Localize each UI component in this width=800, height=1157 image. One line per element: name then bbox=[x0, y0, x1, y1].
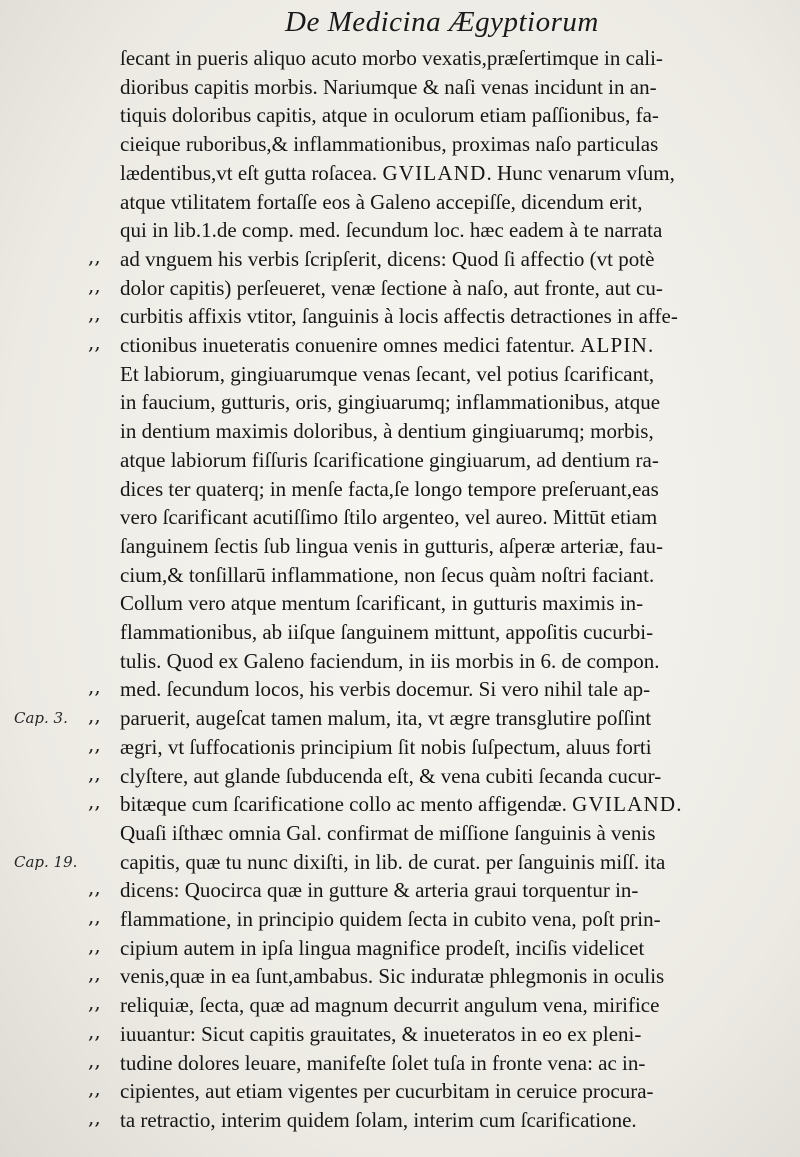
text-line bbox=[120, 215, 758, 245]
text-line bbox=[120, 646, 758, 676]
text-line bbox=[120, 761, 758, 791]
text-segment: cipientes, aut etiam vigentes per cucurbitam in ceruice procura- bbox=[120, 1079, 654, 1103]
text-line bbox=[120, 301, 758, 331]
text-line bbox=[120, 72, 758, 102]
text-segment: flammatione, in principio quidem ſecta in cubito vena, poſt prin- bbox=[120, 907, 661, 931]
text-segment: dices ter quaterq; in menſe facta,ſe longo tempore preſeruant,eas bbox=[120, 477, 659, 501]
quote-mark: ,, bbox=[88, 703, 101, 727]
quote-mark: ,, bbox=[88, 961, 101, 985]
text-line bbox=[120, 933, 758, 963]
quote-mark: ,, bbox=[88, 1019, 101, 1043]
quote-mark: ,, bbox=[88, 904, 101, 928]
text-segment: qui in lib.1.de comp. med. ſecundum loc. hæc eadem à te narrata bbox=[120, 218, 663, 242]
text-segment: Et labiorum, gingiuarumque venas ſecant, vel potius ſcarificant, bbox=[120, 362, 655, 386]
text-segment: cieique ruboribus,& inflammationibus, proximas naſo particulas bbox=[120, 132, 659, 156]
text-segment: ctionibus inueteratis conuenire omnes medici fatentur. bbox=[120, 333, 581, 357]
text-line bbox=[120, 330, 758, 360]
text-line bbox=[120, 43, 758, 73]
quote-mark: ,, bbox=[88, 990, 101, 1014]
text-segment: cipium autem in ipſa lingua magnifice prodeſt, inciſis videlicet bbox=[120, 936, 645, 960]
text-line bbox=[120, 129, 758, 159]
quote-mark: ,, bbox=[88, 732, 101, 756]
text-line bbox=[120, 1076, 758, 1106]
quote-mark: ,, bbox=[88, 674, 101, 698]
text-line bbox=[120, 416, 758, 446]
text-segment: paruerit, augeſcat tamen malum, ita, vt ægre transglutire poſſint bbox=[120, 706, 652, 730]
text-line bbox=[120, 1048, 758, 1078]
text-line bbox=[120, 100, 758, 130]
text-segment: . bbox=[647, 333, 654, 357]
text-line bbox=[120, 789, 758, 819]
text-line bbox=[120, 847, 758, 877]
text-line bbox=[120, 703, 758, 733]
quote-mark: ,, bbox=[88, 273, 101, 297]
quote-mark: ,, bbox=[88, 875, 101, 899]
text-line bbox=[120, 387, 758, 417]
text-line bbox=[120, 560, 758, 590]
text-line bbox=[120, 502, 758, 532]
text-segment: ſanguinem ſectis ſub lingua venis in gutturis, aſperæ arteriæ, fau- bbox=[120, 534, 663, 558]
quote-mark: ,, bbox=[88, 1076, 101, 1100]
text-line bbox=[120, 445, 758, 475]
text-segment: tudine dolores leuare, manifeſte ſolet tuſa in fronte vena: ac in- bbox=[120, 1051, 646, 1075]
text-line bbox=[120, 961, 758, 991]
margin-note: Cap. 19. bbox=[14, 853, 78, 871]
text-segment: tiquis doloribus capitis, atque in oculorum etiam paſſionibus, fa- bbox=[120, 103, 659, 127]
text-segment: vero ſcarificant acutiſſimo ſtilo argenteo, vel aureo. Mittūt etiam bbox=[120, 505, 658, 529]
text-line bbox=[120, 273, 758, 303]
quote-mark: ,, bbox=[88, 933, 101, 957]
text-segment: curbitis affixis vtitor, ſanguinis à locis affectis detractiones in affe- bbox=[120, 304, 678, 328]
text-line bbox=[120, 1019, 758, 1049]
text-segment: dicens: Quocirca quæ in gutture & arteria graui torquentur in- bbox=[120, 878, 639, 902]
text-segment: ſecant in pueris aliquo acuto morbo vexatis,præſertimque in cali- bbox=[120, 46, 663, 70]
text-line bbox=[120, 158, 758, 188]
text-segment: . Hunc venarum vſum, bbox=[486, 161, 675, 185]
text-segment: dolor capitis) perſeueret, venæ ſectione à naſo, aut fronte, aut cu- bbox=[120, 276, 663, 300]
text-line bbox=[120, 990, 758, 1020]
text-line bbox=[120, 359, 758, 389]
text-segment: in faucium, gutturis, oris, gingiuarumq; inflammationibus, atque bbox=[120, 390, 661, 414]
text-segment: flammationibus, ab iiſque ſanguinem mittunt, appoſitis cucurbi- bbox=[120, 620, 654, 644]
text-line bbox=[120, 588, 758, 618]
text-segment: . bbox=[676, 792, 682, 816]
text-segment: tulis. Quod ex Galeno faciendum, in iis morbis in 6. de compon. bbox=[120, 649, 660, 673]
text-segment: venis,quæ in ea ſunt,ambabus. Sic induratæ phlegmonis in oculis bbox=[120, 964, 665, 988]
text-line bbox=[120, 732, 758, 762]
text-segment: bitæque cum ſcarificatione collo ac mento affigendæ. bbox=[120, 792, 573, 816]
text-line bbox=[120, 674, 758, 704]
text-segment: in dentium maximis doloribus, à dentium gingiuarumq; morbis, bbox=[120, 419, 654, 443]
speaker-name: ALPIN bbox=[580, 333, 648, 357]
text-segment: Quaſi iſthæc omnia Gal. confirmat de miſſione ſanguinis à venis bbox=[120, 821, 656, 845]
text-segment: Collum vero atque mentum ſcarificant, in gutturis maximis in- bbox=[120, 591, 644, 615]
quote-mark: ,, bbox=[88, 761, 101, 785]
text-line bbox=[120, 474, 758, 504]
text-segment: capitis, quæ tu nunc dixiſti, in lib. de curat. per ſanguinis miſſ. ita bbox=[120, 850, 666, 874]
margin-note: Cap. 3. bbox=[14, 709, 68, 727]
text-line bbox=[120, 617, 758, 647]
text-segment: clyſtere, aut glande ſubducenda eſt, & vena cubiti ſecanda cucur- bbox=[120, 764, 662, 788]
text-line bbox=[120, 904, 758, 934]
running-head: De Medicina Ægyptiorum bbox=[285, 6, 599, 38]
text-segment: ta retractio, interim quidem ſolam, interim cum ſcarificatione. bbox=[120, 1108, 637, 1132]
text-segment: med. ſecundum locos, his verbis docemur. Si vero nihil tale ap- bbox=[120, 677, 651, 701]
quote-mark: ,, bbox=[88, 789, 101, 813]
text-line bbox=[120, 531, 758, 561]
speaker-name: GVILAND bbox=[382, 161, 487, 185]
text-segment: lædentibus,vt eſt gutta roſacea. bbox=[120, 161, 383, 185]
text-segment: iuuantur: Sicut capitis grauitates, & inueteratos in eo ex pleni- bbox=[120, 1022, 642, 1046]
text-segment: cium,& tonſillarū inflammatione, non ſecus quàm noſtri faciant. bbox=[120, 563, 655, 587]
speaker-name: GVILAND bbox=[572, 792, 677, 816]
quote-mark: ,, bbox=[88, 330, 101, 354]
text-line bbox=[120, 875, 758, 905]
text-line bbox=[120, 244, 758, 274]
text-segment: dioribus capitis morbis. Nariumque & naſi venas incidunt in an- bbox=[120, 75, 657, 99]
text-line bbox=[120, 187, 758, 217]
text-segment: ad vnguem his verbis ſcripſerit, dicens: Quod ſi affectio (vt potè bbox=[120, 247, 655, 271]
text-segment: atque labiorum fiſſuris ſcarificatione gingiuarum, ad dentium ra- bbox=[120, 448, 659, 472]
text-segment: atque vtilitatem fortaſſe eos à Galeno accepiſſe, dicendum erit, bbox=[120, 190, 643, 214]
text-segment: ægri, vt ſuffocationis principium ſit nobis ſuſpectum, aluus forti bbox=[120, 735, 652, 759]
text-line bbox=[120, 1105, 758, 1135]
quote-mark: ,, bbox=[88, 244, 101, 268]
text-segment: reliquiæ, ſecta, quæ ad magnum decurrit angulum vena, mirifice bbox=[120, 993, 660, 1017]
quote-mark: ,, bbox=[88, 301, 101, 325]
quote-mark: ,, bbox=[88, 1105, 101, 1129]
text-line bbox=[120, 818, 758, 848]
quote-mark: ,, bbox=[88, 1048, 101, 1072]
